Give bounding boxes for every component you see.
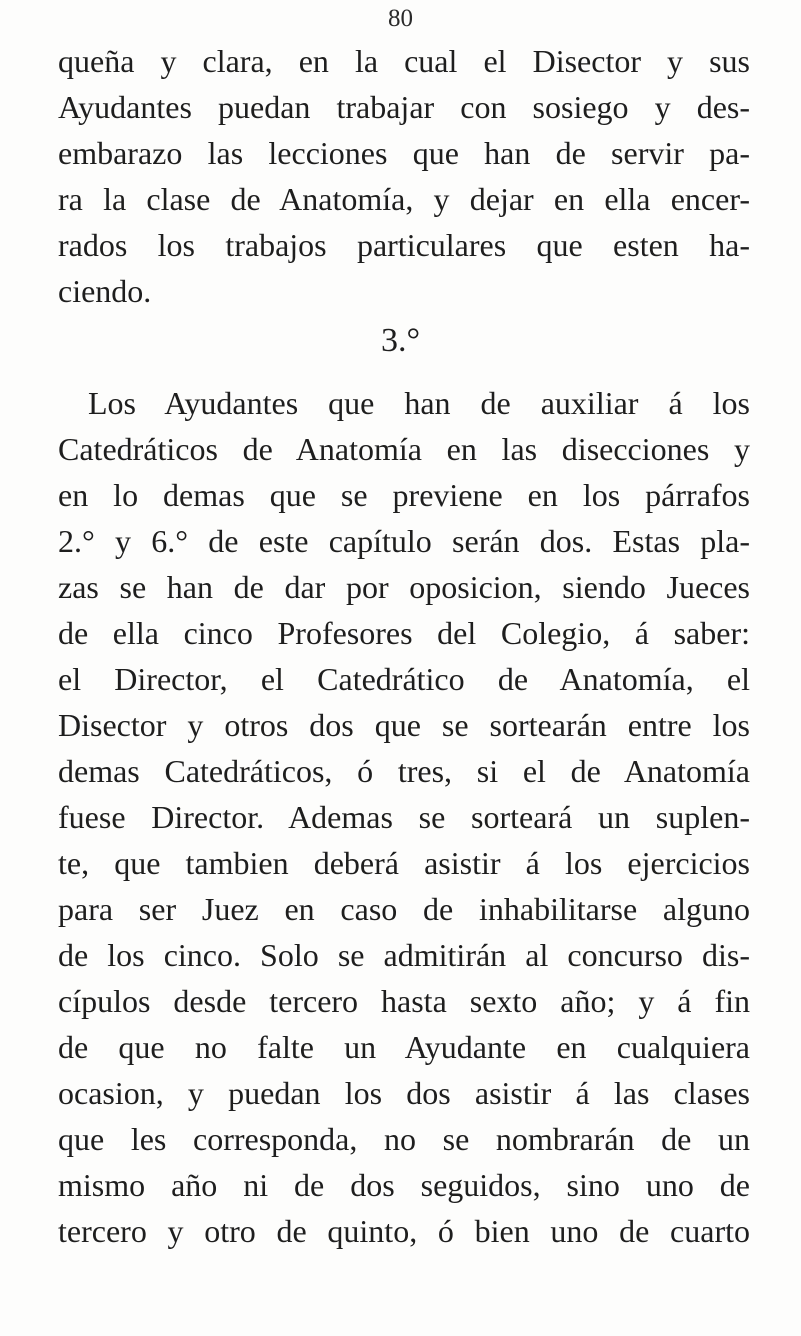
- section-number: 3.°: [380, 322, 421, 359]
- text-line: fuese Director. Ademas se sorteará un suplen-: [58, 799, 750, 835]
- text-line: te, que tambien deberá asistir á los ejercicios: [58, 845, 750, 881]
- text-line: embarazo las lecciones que han de servir pa-: [58, 135, 750, 171]
- text-line: cípulos desde tercero hasta sexto año; y á fin: [58, 983, 750, 1019]
- text-line: mismo año ni de dos seguidos, sino uno de: [58, 1167, 750, 1203]
- text-line: rados los trabajos particulares que esten ha-: [58, 227, 750, 263]
- text-line: Los Ayudantes que han de auxiliar á los: [88, 385, 750, 421]
- text-line: de los cinco. Solo se admitirán al concurso dis-: [58, 937, 750, 973]
- text-line: Catedráticos de Anatomía en las disecciones y: [58, 431, 750, 467]
- text-line: queña y clara, en la cual el Disector y sus: [58, 43, 750, 79]
- text-line: el Director, el Catedrático de Anatomía, el: [58, 661, 750, 697]
- paragraph-continued: [58, 38, 750, 314]
- text-line: ocasion, y puedan los dos asistir á las clases: [58, 1075, 750, 1111]
- paragraph-section-3: [58, 380, 750, 1254]
- text-line: ciendo.: [58, 273, 152, 309]
- page-number: 80: [388, 5, 413, 32]
- text-line: demas Catedráticos, ó tres, si el de Anatomía: [58, 753, 750, 789]
- text-line: de que no falte un Ayudante en cualquiera: [58, 1029, 750, 1065]
- text-line: tercero y otro de quinto, ó bien uno de cuarto: [58, 1213, 750, 1249]
- text-line: Disector y otros dos que se sortearán entre los: [58, 707, 750, 743]
- text-line: 2.° y 6.° de este capítulo serán dos. Estas pla-: [58, 523, 750, 559]
- text-line: en lo demas que se previene en los párrafos: [58, 477, 750, 513]
- text-line: para ser Juez en caso de inhabilitarse alguno: [58, 891, 750, 927]
- text-line: ra la clase de Anatomía, y dejar en ella encer-: [58, 181, 750, 217]
- text-line: zas se han de dar por oposicion, siendo Jueces: [58, 569, 750, 605]
- text-line: que les corresponda, no se nombrarán de un: [58, 1121, 750, 1157]
- text-line: de ella cinco Profesores del Colegio, á saber:: [58, 615, 750, 651]
- text-line: Ayudantes puedan trabajar con sosiego y des-: [58, 89, 750, 125]
